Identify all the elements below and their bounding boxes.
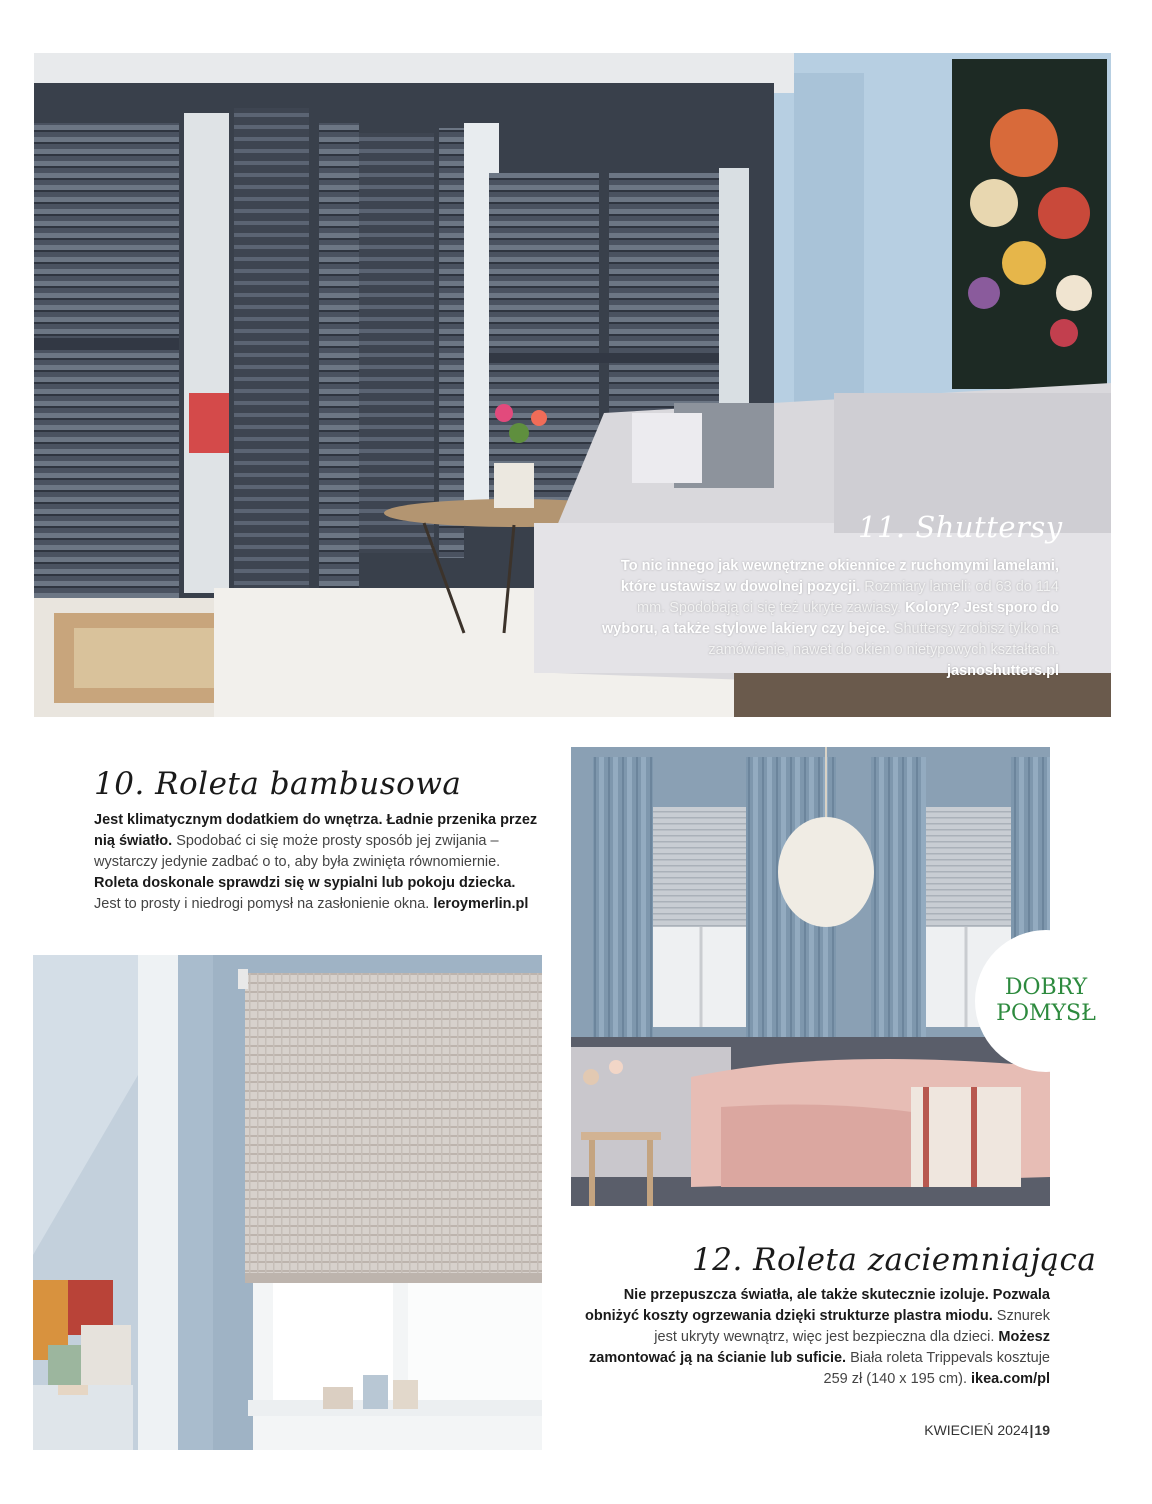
badge-line-2: POMYSŁ [996, 1001, 1096, 1026]
section-12-text [570, 1285, 1050, 1390]
section-10-body-2: Jest to prosty i niedrogi pomysł na zasłonienie okna. [94, 896, 434, 912]
section-12-url[interactable]: ikea.com/pl [971, 1371, 1050, 1387]
section-11-body: Rozmiary lameli: od 63 do 114 mm. Spodobają ci się też ukryte zawiasy. [637, 579, 1059, 616]
section-11-body-2: Shuttersy zrobisz tylko na zamówienie, nawet do okien o nietypowych kształtach. [708, 621, 1059, 658]
footer-separator: | [1029, 1422, 1034, 1438]
bamboo-blind-photo [33, 955, 542, 1450]
page-footer [924, 1422, 1050, 1438]
section-10-url[interactable]: leroymerlin.pl [433, 896, 529, 912]
section-11-title: 11. Shuttersy [858, 510, 1063, 544]
section-12-body: Sznurek jest ukryty wewnątrz, więc jest bezpieczna dla dzieci. [654, 1308, 1050, 1345]
section-10-lead: Jest klimatycznym dodatkiem do wnętrza. Ładnie przenika przez nią światło. [94, 812, 538, 849]
section-12-lead: Nie przepuszcza światła, ale także skutecznie izoluje. Pozwala obniżyć koszty ogrzewania dzięki strukturze plastra miodu. [585, 1287, 1050, 1324]
section-10-body: Spodobać ci się może prosty sposób jej zwijania – wystarczy jedynie zadbać o to, aby była zwinięta równomiernie. [94, 833, 501, 870]
section-10-title: 10. Roleta bambusowa [94, 766, 462, 802]
issue-date: KWIECIEŃ 2024 [924, 1422, 1029, 1438]
section-11-lead: To nic innego jak wewnętrzne okiennice z ruchomymi lamelami, które ustawisz w dowolnej pozycji. [620, 558, 1059, 595]
section-11-lead-2: Kolory? Jest sporo do wyboru, a także stylowe lakiery czy bejce. [602, 600, 1059, 637]
section-10-lead-2: Roleta doskonale sprawdzi się w sypialni lub pokoju dziecka. [94, 875, 516, 891]
section-12-lead-2: Możesz zamontować ją na ścianie lub suficie. [589, 1329, 1050, 1366]
section-12-title: 12. Roleta zaciemniająca [692, 1242, 1097, 1278]
section-10-text [94, 810, 544, 915]
section-11-url[interactable]: jasnoshutters.pl [947, 663, 1059, 679]
good-idea-badge [975, 930, 1117, 1072]
page-number: 19 [1034, 1422, 1050, 1438]
badge-line-1: DOBRY [1004, 975, 1088, 1000]
section-11-text [599, 556, 1059, 682]
section-12-body-2: Biała roleta Trippevals kosztuje 259 zł (140 x 195 cm). [823, 1350, 1050, 1387]
